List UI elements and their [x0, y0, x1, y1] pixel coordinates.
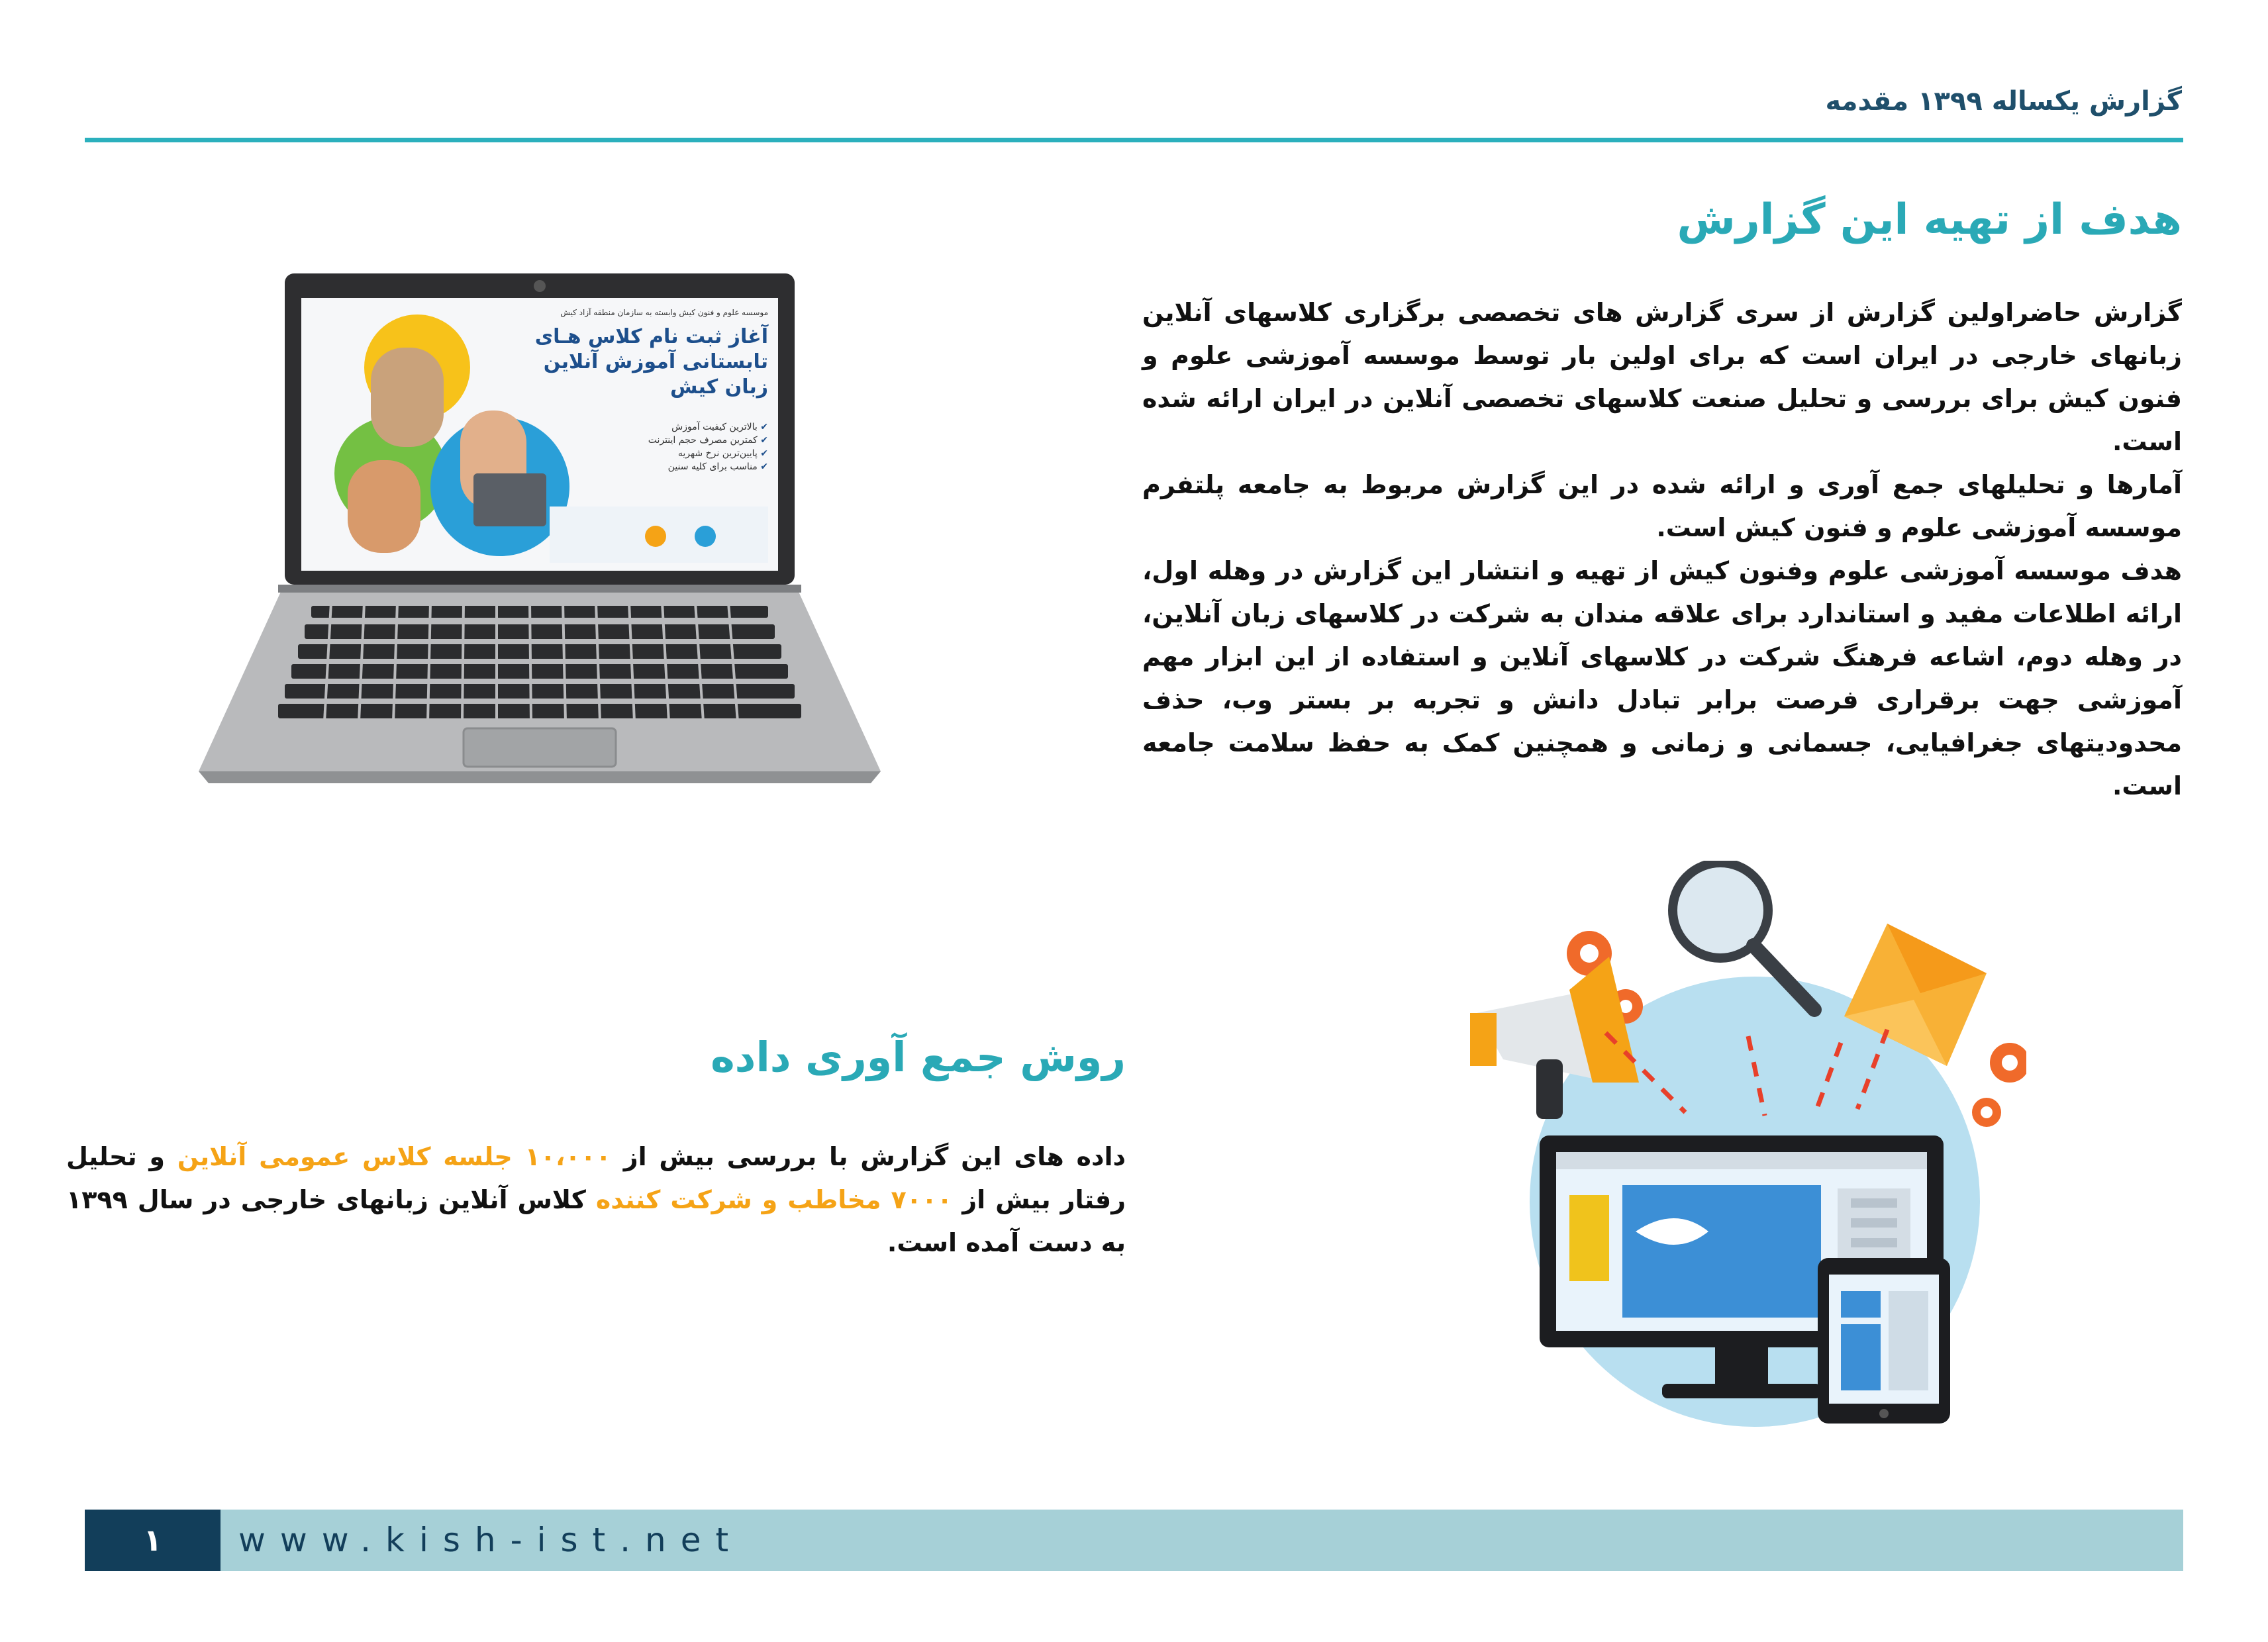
section1-paragraph-2: آمارها و تحلیلهای جمع آوری و ارائه شده در این گزارش مربوط به جامعه پلتفرم موسسه آموزشی علوم و فنون کیش است. [1142, 470, 2182, 542]
section2-text-c: کلاس آنلاین زبانهای خارجی در سال ۱۳۹۹ به دست آمده است. [66, 1185, 1126, 1257]
website-url[interactable]: www.kish-ist.net [238, 1521, 744, 1559]
check-icon: ✔ [757, 422, 768, 432]
laptop-screen-title-line3: زبان کیش [670, 375, 768, 399]
laptop-screen-bullet: ✔ پایین‌ترین نرخ شهریه [677, 448, 768, 459]
check-icon: ✔ [757, 435, 768, 446]
section2-highlight-participants: ۷۰۰۰ مخاطب و شرکت کننده [595, 1185, 953, 1214]
laptop-screen-title [517, 324, 768, 400]
section2-text-a: داده های این گزارش با بررسی بیش از [611, 1142, 1126, 1171]
section2-text-b: و تحلیل رفتار بیش از [66, 1142, 1126, 1214]
section1-paragraph-3: هدف موسسه آموزشی علوم وفنون کیش از تهیه و انتشار این گزارش در وهله اول، ارائه اطلاعات مفید و استاندارد برای علاقه مندان به شرکت در کلاسهای زبان آنلاین، در وهله دوم، اشاعه فرهنگ شرکت در کلاسهای آنلاین و استفاده از این ابزار مهم آموزشی جهت برقراری فرصت برابر تبادل دانش و تجربه بر بستر وب، حذف محدودیتهای جغرافیایی، جسمانی و زمانی و همچنین کمک به حفظ سلامت جامعه است. [1142, 556, 2182, 800]
header-divider [85, 138, 2183, 142]
section2-heading: روش جمع آوری داده [711, 1033, 1126, 1081]
laptop-screen-bullet: ✔ بالاترین کیفیت آموزش [671, 422, 768, 432]
laptop-screen-bullets [583, 420, 768, 473]
section2-heading-wrap [662, 1033, 1126, 1081]
laptop-screen-bullet: ✔ مناسب برای کلیه سنین [667, 461, 768, 472]
section2-body [66, 1135, 1126, 1265]
section2-highlight-sessions: ۱۰،۰۰۰ جلسه کلاس عمومی آنلاین [177, 1142, 611, 1171]
laptop-screen-bullet: ✔ کمترین مصرف حجم اینترنت [648, 435, 768, 446]
section1-paragraph-1: گزارش حاضراولین گزارش از سری گزارش های تخصصی برگزاری کلاسهای آنلاین زبانهای خارجی در ایران است که برای اولین بار توسط موسسه آموزشی علوم و فنون کیش برای بررسی و تحلیل صنعت کلاسهای تخصصی آنلاین در ایران ارائه شده است. [1142, 298, 2182, 456]
check-icon: ✔ [757, 448, 768, 459]
report-header-title: گزارش یکساله ۱۳۹۹ مقدمه [1825, 86, 2182, 117]
data-collection-illustration [1457, 861, 2026, 1430]
laptop-screen-title-line2: تابستانی آموزش آنلاین [543, 350, 768, 373]
laptop-illustration [199, 268, 881, 785]
section1-heading: هدف از تهیه این گزارش [1677, 195, 2182, 244]
laptop-screen-title-line1: آغاز ثبت نام کلاس هـای [534, 325, 768, 348]
laptop-screen-topline: موسسه علوم و فنون کیش وابسته به سازمان منطقه آزاد کیش [560, 308, 768, 317]
section1-body [1142, 291, 2182, 808]
page-number: ۱ [85, 1510, 221, 1571]
check-icon: ✔ [757, 461, 768, 472]
